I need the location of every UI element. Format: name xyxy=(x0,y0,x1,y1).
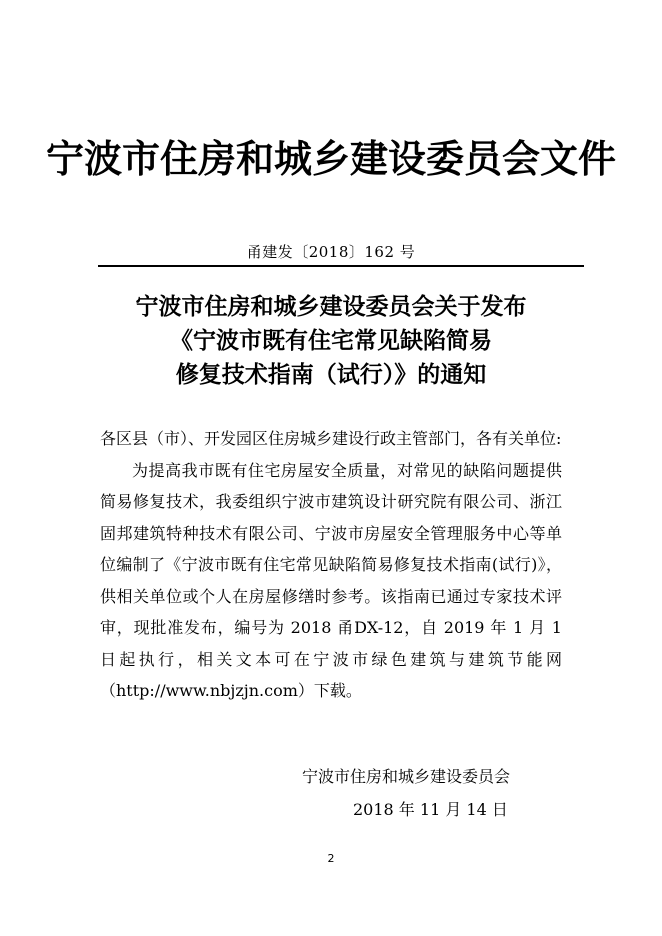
signing-date: 2018 年 11 月 14 日 xyxy=(353,800,508,819)
page-number: 2 xyxy=(327,852,335,865)
title-line: 修复技术指南（试行）》的通知 xyxy=(175,362,487,388)
body-paragraph: 为提高我市既有住宅房屋安全质量，对常见的缺陷问题提供简易修复技术，我委组织宁波市建筑设计研究院有限公司、浙江固邦建筑特种技术有限公司、宁波市房屋安全管理服务中心等单位编制了《宁波市既有住宅常见缺陷简易修复技术指南(试行)》，供相关单位或个人在房屋修缮时参考。该指南已通过专家技术评审，现批准发布，编号为 2018 甬DX-12，自 2019 年 1 月 1 日起执行，相关文本可在宁波市绿色建筑与建筑节能网（http://www.nbjzjn.com）下载。 xyxy=(100,460,562,700)
salutation: 各区县（市）、开发园区住房城乡建设行政主管部门，各有关单位: xyxy=(100,429,562,448)
title-line: 宁波市住房和城乡建设委员会关于发布 xyxy=(135,294,527,320)
notice-title xyxy=(60,290,602,392)
masthead-title: 宁波市住房和城乡建设委员会文件 xyxy=(45,137,616,181)
header-divider xyxy=(98,265,584,267)
document-number: 甬建发〔2018〕162 号 xyxy=(246,243,416,261)
title-line: 《宁波市既有住宅常见缺陷简易 xyxy=(170,328,492,354)
signing-organization: 宁波市住房和城乡建设委员会 xyxy=(302,767,511,786)
notice-body xyxy=(100,423,562,707)
